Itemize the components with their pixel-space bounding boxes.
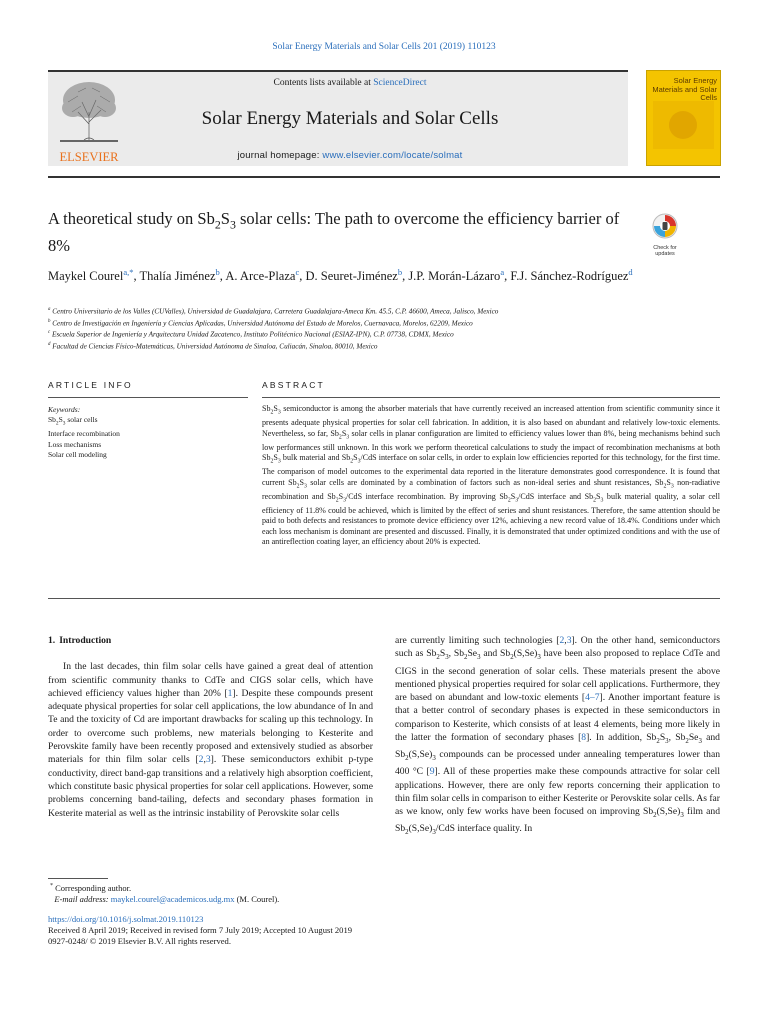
cover-art-icon [647, 71, 720, 165]
crossmark-icon [650, 212, 680, 240]
keyword-item: Solar cell modeling [48, 450, 107, 460]
journal-cover-thumbnail[interactable] [646, 70, 721, 166]
article-meta [48, 914, 548, 948]
affiliation-item: $^a$ Centro Universitario de los Valles (CUValles), Universidad de Guadalajara, Carretera Guadalajara-Ameca Km. 45.5, C.P. 46600, Ameca, Jalisco, Mexico [48, 307, 499, 316]
author-list: Maykel Courel$^{a,*}$, Thalía Jiménez$^b$, A. Arce-Plaza$^c$, D. Seuret-Jiménez$^b$, J.P. Morán-Lázaro$^a$, F.J. Sánchez-Rodríguez$^d$ [48, 267, 633, 284]
keyword-item: Interface recombination [48, 429, 120, 439]
article-history: Received 8 April 2019; Received in revised form 7 July 2019; Accepted 10 August 2019 [48, 925, 353, 936]
affiliation-item: $^b$ Centro de Investigación en Ingeniería y Ciencias Aplicadas, Universidad Autónoma del Estado de Morelos, Cuernavaca, Morelos, 62209, Mexico [48, 318, 473, 327]
affiliations [48, 305, 688, 351]
copyright: 0927-0248/ © 2019 Elsevier B.V. All rights reserved. [48, 936, 231, 947]
doi-link[interactable]: https://doi.org/10.1016/j.solmat.2019.110123 [48, 914, 204, 924]
keyword-item: $Sb_2S_3$ solar cells [48, 415, 98, 427]
abstract-rule [262, 397, 720, 398]
header-rule [48, 176, 720, 178]
homepage-line [130, 150, 570, 161]
homepage-link[interactable]: www.elsevier.com/locate/solmat [322, 150, 463, 161]
intro-paragraph: In the last decades, thin film solar cells have gained a great deal of attention from scientific community thanks to CdTe and CIGS solar cells, which have achieved efficiency values higher than 20% [1]. Despite these compounds present adequate physical properties for solar cell applications, the low abundance of In and Te and the toxicity of Cd are important drawbacks for scaling up this technology. In order to overcome such problems, new materials belonging to Kesterite and Perovskite family have been recently proposed and extensively studied as absorber materials for thin film solar cells [2,3]. These semiconductors exhibit p-type conductivity, direct band-gap transitions and a relatively high absorption coefficient, which constitute basic physical properties for solar cell applications. However, some problems concerning band-tailing, defects and secondary phases formation in Kesterite material as well as the intrinsic instability of Perovskite solar cells [48, 661, 373, 819]
elsevier-tree-icon [48, 72, 130, 164]
journal-reference[interactable]: Solar Energy Materials and Solar Cells 201 (2019) 110123 [272, 42, 496, 52]
section-heading: 1. Introduction [48, 635, 112, 646]
contents-line [130, 78, 570, 88]
keyword-item: Loss mechanisms [48, 439, 102, 449]
intro-paragraph-continued: are currently limiting such technologies [2,3]. On the other hand, semiconductors such as $Sb_2S_3$, $Sb_2Se_3$ and $Sb_2(S,Se)_3$ have been also proposed to replace CdTe and CIGS in the second generation of solar cells. These materials present the above mentioned physical properties required for solar cell applications. Furthermore, they are based on abundant and low-toxic elements [4–7]. Another important feature is that a better control of secondary phases is expected in these semiconductors in comparison to Kesterite, which consists of at least 4 elements, being more likely in the latter the formation of secondary phases [8]. In addition, $Sb_2S_3$, $Sb_2Se_3$ and $Sb_2(S,Se)_3$ compounds can be processed under annealing temperatures lower than 400 °C [9]. All of these properties make these compounds attractive for solar cell applications. However, there are only few reports concerning their application to thin film solar cells in comparison to either Kesterite or Perovskite solar cells. As far as we know, only few works have been focused on improving $Sb_2(S,Se)_3$ film and $Sb_2(S,Se)_3$/CdS interface quality. In [395, 635, 721, 837]
body-column-left [48, 634, 373, 820]
keywords-block [48, 405, 248, 461]
abstract-bottom-rule [48, 598, 720, 599]
affiliation-item: $^c$ Escuela Superior de Ingeniería y Arquitectura Unidad Zacatenco, Instituto Politécnico Nacional (ESIAZ-IPN), C.P. 07738, CDMX, Mexico [48, 330, 454, 339]
elsevier-logo[interactable] [48, 72, 130, 164]
footnote [48, 881, 448, 906]
contents-prefix: Contents lists available at [273, 78, 374, 88]
abstract-heading: ABSTRACT [262, 380, 325, 390]
article-info-heading: ARTICLE INFO [48, 380, 133, 390]
affiliation-item: $^d$ Facultad de Ciencias Físico-Matemáticas, Universidad Autónoma de Sinaloa, Culiacán, Sinaloa, 80010, Mexico [48, 341, 378, 351]
journal-title[interactable]: Solar Energy Materials and Solar Cells [201, 108, 499, 129]
publisher-name: ELSEVIER [59, 150, 119, 164]
crossmark-button[interactable] [650, 212, 680, 257]
corresponding-author-note: * Corresponding author. [50, 882, 132, 893]
footnote-rule [48, 878, 108, 879]
keywords-label: Keywords: [48, 405, 81, 414]
sciencedirect-link[interactable]: ScienceDirect [373, 78, 427, 88]
email-link[interactable]: maykel.courel@academicos.udg.mx [110, 894, 235, 905]
article-title: A theoretical study on $Sb_2S_3$ solar cells: The path to overcome the efficiency barrier of 8% [48, 209, 620, 256]
body-column-right [395, 634, 720, 840]
cover-title: Solar Energy Materials and Solar Cells [652, 76, 717, 102]
crossmark-label: Check for updates [653, 245, 677, 257]
article-info-rule [48, 397, 248, 398]
email-line: E-mail address: maykel.courel@academicos.udg.mx (M. Courel). [54, 894, 280, 905]
abstract-text: $Sb_2S_3$ semiconductor is among the absorber materials that have currently received an increased attention from scientific community since it presents adequate physical properties for solar cell fabrication. In addition, it is also based on abundant and relatively low-toxic elements. Nevertheless, so far, $Sb_2S_3$ solar cells in planar configuration are limited to efficiency values lower than 8%, being mechanisms behind such low performances still unknown. In this work we perform theoretical calculations to study the impact of recombination mechanisms at both $Sb_2S_3$ bulk material and $Sb_2S_3$/CdS interface on solar cells, in order to explain low efficiencies reported for this technology, for the first time. The comparison of model outcomes to the experimental data reported in the literature demonstrates good correspondence. It is found that current $Sb_2S_3$ solar cells are dominated by a combination of factors such as non-ideal series and shunt resistances, $Sb_2S_3$ non-radiative recombination and $Sb_2S_3$/CdS interface recombination. By improving $Sb_2S_3$/CdS interface and $Sb_2S_3$ bulk material quality, a solar cell efficiency of 11.8% could be achieved, which is limited by the effect of series and shunt resistances. Therefore, the same attention should be paid to both defects and resistances to promote device efficiency over 12%, achieving a new record value of 18.4%. Conditions under which each loss mechanism is dominant are presented and discussed. Finally, it is demonstrated that under optimized conditions and with the use of an antireflection coating layer, an efficiency about 20% is expected. [262, 404, 720, 547]
homepage-prefix: journal homepage: [237, 150, 323, 161]
